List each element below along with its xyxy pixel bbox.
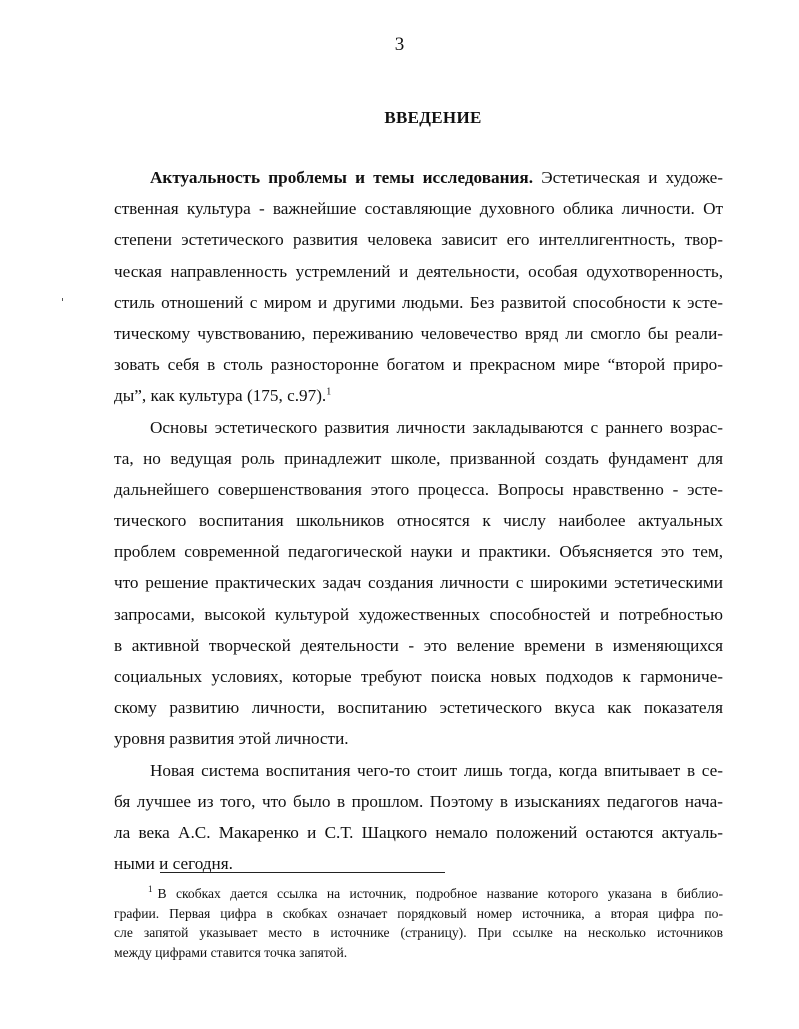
paragraph-line: та, но ведущая роль принадлежит школе, призванной создать фундамент для	[114, 448, 723, 468]
paragraph-line: Новая система воспитания чего-то стоит лишь тогда, когда впитывает в се-	[150, 760, 723, 780]
paragraph-line: стиль отношений с миром и другими людьми. Без развитой способности к эсте-	[114, 292, 723, 312]
paragraph-line: ными и сегодня.	[114, 854, 233, 874]
paragraph-line: тическому чувствованию, переживанию человечество вряд ли смогло бы реали-	[114, 323, 723, 343]
paragraph-line: ческая направленность устремлений и деятельности, особая одухотворенность,	[114, 261, 723, 281]
scan-speck	[62, 298, 63, 301]
paragraph-line: дальнейшего совершенствования этого процесса. Вопросы нравственно - эсте-	[114, 479, 723, 499]
paragraph-line: уровня развития этой личности.	[114, 729, 349, 749]
paragraph-line: в активной творческой деятельности - это веление времени в изменяющихся	[114, 635, 723, 655]
paragraph-line: Основы эстетического развития личности закладываются с раннего возрас-	[150, 417, 723, 437]
paragraph-2	[114, 412, 723, 755]
paragraph-3	[114, 755, 723, 880]
footnote-line: $^1$ В скобках дается ссылка на источник, подробное название которого указана в библио-	[148, 884, 723, 901]
footnote-reference: 1	[326, 386, 332, 398]
paragraph-line: зовать себя в столь разносторонне богатом и прекрасном мире “второй приро-	[114, 355, 723, 375]
paragraph-line: запросами, высокой культурой художественных способностей и потребностью	[114, 604, 723, 624]
footnote-line: графии. Первая цифра в скобках означает порядковый номер источника, а вторая цифра по-	[114, 905, 723, 921]
main-text	[114, 162, 723, 879]
paragraph-line: тического воспитания школьников относятся к числу наиболее актуальных	[114, 511, 723, 531]
section-title: ВВЕДЕНИЕ	[384, 108, 482, 127]
paragraph-1	[114, 162, 723, 412]
paragraph-line: проблем современной педагогической науки и практики. Объясняется это тем,	[114, 542, 723, 562]
footnote-line: сле запятой указывает место в источнике (страницу). При ссылке на несколько источников	[114, 925, 723, 940]
paragraph-line: ды”, как культура (175, с.97).$^1$	[114, 386, 332, 406]
paragraph-line: ла века А.С. Макаренко и С.Т. Шацкого немало положений остаются актуаль-	[114, 822, 723, 842]
paragraph-line: скому развитию личности, воспитанию эстетического вкуса как показателя	[114, 698, 723, 718]
paragraph-line: бя лучшее из того, что было в прошлом. Поэтому в изысканиях педагогов нача-	[114, 791, 723, 811]
footnote-mark: 1	[148, 884, 153, 895]
footnote-line: между цифрами ставится точка запятой.	[114, 944, 348, 960]
paragraph-line: степени эстетического развития человека зависит его интеллигентность, твор-	[114, 230, 723, 250]
paragraph-line: социальных условиях, которые требуют поиска новых подходов к гармониче-	[114, 667, 723, 686]
footnote	[114, 884, 723, 962]
paragraph-line: Актуальность проблемы и темы исследования. Эстетическая и художе-	[150, 168, 724, 187]
footnote-separator	[160, 872, 445, 873]
paragraph-line: что решение практических задач создания личности с широкими эстетическими	[114, 573, 723, 593]
page-number: 3	[394, 34, 405, 55]
paragraph-lead: Актуальность проблемы и темы исследования.	[150, 168, 533, 187]
paragraph-line: ственная культура - важнейшие составляющие духовного облика личности. От	[114, 199, 723, 219]
